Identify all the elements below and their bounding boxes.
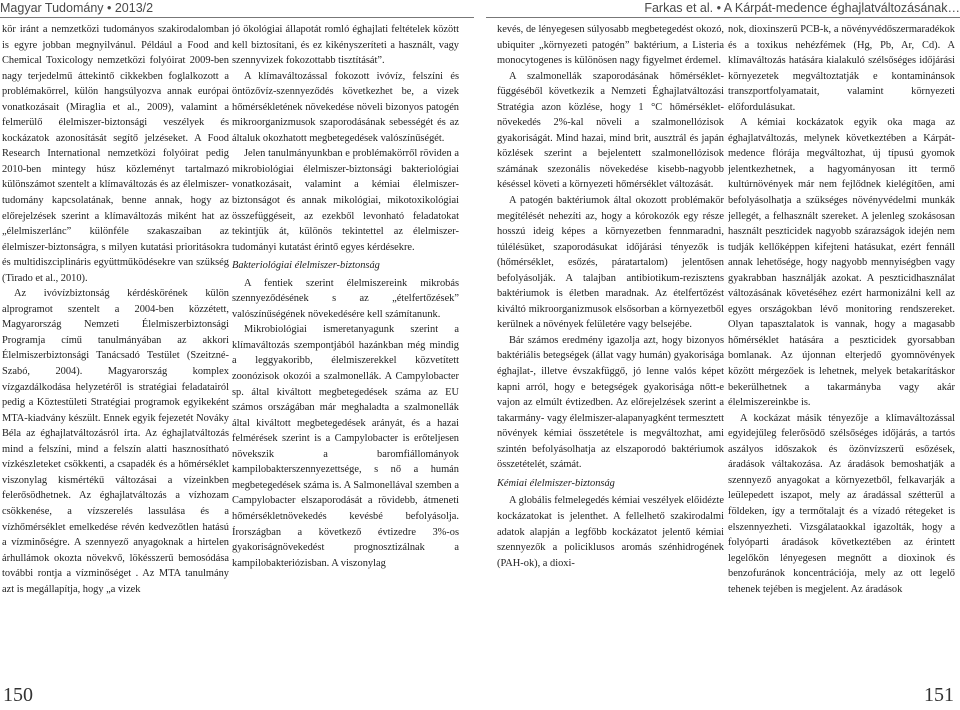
paragraph: A klímaváltozással fokozott ivóvíz, felszíni és öntözővíz-szennyeződés következhet be, a vizek hőmérsékletének növekedése növeli bizonyos patogén mikroorganizmusok szaporodásának sebességét és az általuk okozhatott megbetegedések valószínűségét. (232, 70, 459, 144)
header-rule-left (0, 17, 474, 18)
section-heading: Kémiai élelmiszer-biztonság (497, 477, 615, 489)
page-number-left: 150 (3, 684, 33, 706)
paragraph: A kockázat másik tényezője a klímaváltozással egyidejűleg felerősödő szélsőséges időjárás, a tartós aszályos időszakok és özönvízszerű esőzések, áradások váltakozása. Az áradások bemoshatják a szennyező anyagokat a környezetből, felkavarják a leülepedett iszapot, mely az áradással szétterül a földeken, így a termőtalajt és a vízadó rétegeket is elszennyezheti. Vizsgálataokkal igazolták, hogy a folyóparti áradások következtében az érintett legelőkön lényegesen megnőtt a dioxinok és benzofuránok koncentrációja, mely az ott legelő tehenek tejében is megjelent. Az áradások (728, 412, 955, 595)
text-column-2 (232, 22, 459, 682)
paragraph: A patogén baktériumok által okozott problémakör megítélését nehezíti az, hogy a kórokozók egy része hosszú ideig képes a környezetben fennmaradni, túlélésüket, szaporodásukat időjárási tényezők is (hőmérséklet, esőzés, páratartalom) jelentősen befolyásolják. A talajban antibiotikum-rezisztens baktériumok is életben maradnak. Az ételfertőzést kiváltó mikroorganizmusok elsősorban a környezetből kerülnek a növények felületére vagy belsejébe. (497, 195, 724, 331)
section-heading: Bakteriológiai élelmiszer-biztonság (232, 260, 380, 272)
text-column-4 (728, 22, 955, 682)
paragraph: kevés, de lényegesen súlyosabb megbetegedést okozó, ubiquiter „környezeti patogén” baktérium, a Listeria monocytogenes is különösen nagy figyelmet érdemel. (497, 24, 724, 67)
paragraph: nok, dioxinszerű PCB-k, a növényvédőszermaradékok és a toxikus nehézfémek (Hg, Pb, Ar, Cd). A klímaváltozás hatására kialakuló szélsőséges időjárási környezetek megváltoztatják e kontaminánsok transzportfolyamatait, valamint környezeti előfordulásukat. (728, 24, 955, 113)
paragraph: Bár számos eredmény igazolja azt, hogy bizonyos baktériális betegségek (állat vagy humán) gyakorisága éghajlat-, illetve évszakfüggő, jó lenne valós képet kapni arról, hogy e betegségek gyakorisága nőtt-e vajon az elmúlt évtizedben. Az előrejelzések szerint a takarmány- vagy élelmiszer-alapanyagként termesztett növények kémiai összetétele is megváltozhat, ami szintén befolyásolhatja az elszaporodó baktériumok összetételét, számát. (497, 334, 724, 471)
text-column-1 (2, 22, 229, 682)
paragraph: Jelen tanulmányunkban e problémakörről röviden a mikrobiológiai élelmiszer-biztonsági bakteriológiai vonatkozásait, valamint a kémiai élelmiszer-biztonságot és annak mikológiai, mikotoxikológiai összefüggéseit, az ezekből levonható feladatokat tekintjük át, különös tekintettel az élelmiszer-tudományi kutatást érintő egyes kérdésekre. (232, 148, 459, 253)
paragraph: A kémiai kockázatok egyik oka maga az éghajlatváltozás, melynek következtében a Kárpát-medence flórája megváltozhat, új típusú gyomok jelentkezhetnek, a hagyományosan itt termő kultúrnövények már nem fejlődnek kielégítően, ami befolyásolhatja a szükséges növényvédelmi munkák jellegét, a felhasznált szereket. A jelenleg szokásosan használt peszticidek nagyobb szárazságok idején nem tudják kellőképpen kifejteni hatásukat, ezért fennáll annak lehetősége, hogy nagyobb mennyiségben vagy gyakrabban használják azokat. A peszticidhasználat változásának követéséhez ezért harmonizálni kell az egyes országokban lévő monitoring rendszereket. Olyan tapasztalatok is vannak, hogy a magasabb hőmérséklet hatására a peszticidek gyorsabban bomlanak. Az újonnan elterjedő gyomnövények között mérgezőek is lehetnek, melyek betakarításkor bekerülhetnek a takarmányba vagy akár élelmiszereinkbe is. (728, 117, 955, 409)
paragraph: A globális felmelegedés kémiai veszélyek előidézte kockázatokat is jelenthet. A fellelhető szakirodalmi adatok alapján a legfőbb kockázatot jelentő kémiai szennyezők a policiklusos aromás szénhidrogének (PAH-ok), a dioxi- (497, 495, 724, 569)
paragraph: A fentiek szerint élelmiszereink mikrobás szennyeződésének s az „ételfertőzések” valószínűségének növekedésére kell számítanunk. (232, 277, 459, 320)
paragraph: A szalmonellák szaporodásának hőmérséklet-függéséből következik a Nemzeti Éghajlatváltozási Stratégia azon közlése, hogy 1 °C hőmérséklet-növekedés 2%-kal növeli a szalmonellózisok gyakoriságát. Mind hazai, mind brit, ausztrál és japán közlések szerint a bejelentett szalmonellózisok számának szezonális növekedése kisebb-nagyobb késéssel követi a környezeti hőmérséklet változását. (497, 70, 724, 191)
page-number-right: 151 (924, 684, 954, 706)
text-column-3 (497, 22, 724, 682)
paragraph: Az ivóvízbiztonság kérdéskörének külön alprogramot szentelt a 2004-ben közzétett, Magyarország Nemzeti Élelmiszerbiztonsági Programja című tanulmányában az akkori Élelmiszerbiztonsági Tanácsadó Testület (Szeitzné-Szabó, 2004). Magyarország komplex vízgazdálkodása helyzetéről is stratégiai feladatairól pedig a Köztestületi Stratégiai programok egyikeként MTA-kiadvány készült. Ennek egyik fejezetét Nováky Béla az éghajlatváltozásról írta. Az éghajlatváltozás mind a felszíni, mind a felszín alatti hasznosítható vízkészleteket csökkenti, a csapadék és a hőmérséklet viszonylag kismértékű változásai a vízeinkben felerősödhetnek. Az éghajlatváltozás a vízhozam csökkenése, a vízszerelés lassulása és a vízhőmérséklet emelkedése révén kedvezőtlen hatású a vízminőségre. A szennyező anyagoknak a hirtelen árhullámok okozta növekvő, lökésszerű bemosódása további rontja a vízminőséget . Az MTA tanulmány azt is megállapítja, hogy „a vizek (2, 288, 229, 595)
paragraph: Mikrobiológiai ismeretanyagunk szerint a klímaváltozás szempontjából hazánkban még mindig a leggyakoribb, élelmiszerekkel közvetített zoonózisok okozói a szalmonellák. A Campylobacter sp. által kiváltott megbetegedések száma az EU számos országában már meghaladta a szalmonellák által kiváltott megbetegedések arányát, és a hazai felmérések szerint is a Campylobacter is erőteljesen növekszik a baromfiállományok kampilobakterszennyezettsége, s nő a humán megbetegedések száma is. A Salmonellával szemben a Campylobacter elszaporodását a rövidebb, átmeneti hőmérsékletnövekedés kevésbé befolyásolja. Írországban a következő évtizedre 3%-os gyakoriságnövekedést prognosztizálnak a kampilobakteriózisban. A viszonylag (232, 324, 459, 569)
paragraph: kör iránt a nemzetközi tudományos szakirodalomban is egyre jobban megnyilvánul. Például a Food and Chemical Toxicology nemzetközi folyóirat 2009-ben nagy terjedelmű áttekintő cikkekben foglalkozott a problémakörrel, külön hangsúlyozva annak európai vonatkozásait (Miraglia et al., 2009), valamint a felmerülő élelmiszer-biztonsági veszélyek és kockázatok azonosítását segítő jelzéseket. A Food Research International nemzetközi folyóirat pedig 2010-ben mintegy húsz közleményt tartalmazó különszámot szentelt a klímaváltozás és az élelmiszer-tudomány kapcsolatának, benne annak, hogy az előrejelzések szerint a klímaváltozás miként hat az „élelmiszerlánc” különféle szakaszaiban az élelmiszer-biztonságra, s milyen kutatási prioritásokra és multidiszciplináris együttműködésekre van szükség (Tirado et al., 2010). (2, 24, 229, 284)
running-header-right: Farkas et al. • A Kárpát-medence éghajlatváltozásának… (644, 1, 960, 15)
header-rule-right (486, 17, 960, 18)
running-header-left: Magyar Tudomány • 2013/2 (0, 1, 154, 15)
paragraph: jó ökológiai állapotát romló éghajlati feltételek között kell biztosítani, és ez kikényszeríteti a használt, vagy szennyvizek fokozottabb tisztítását”. (232, 24, 459, 67)
